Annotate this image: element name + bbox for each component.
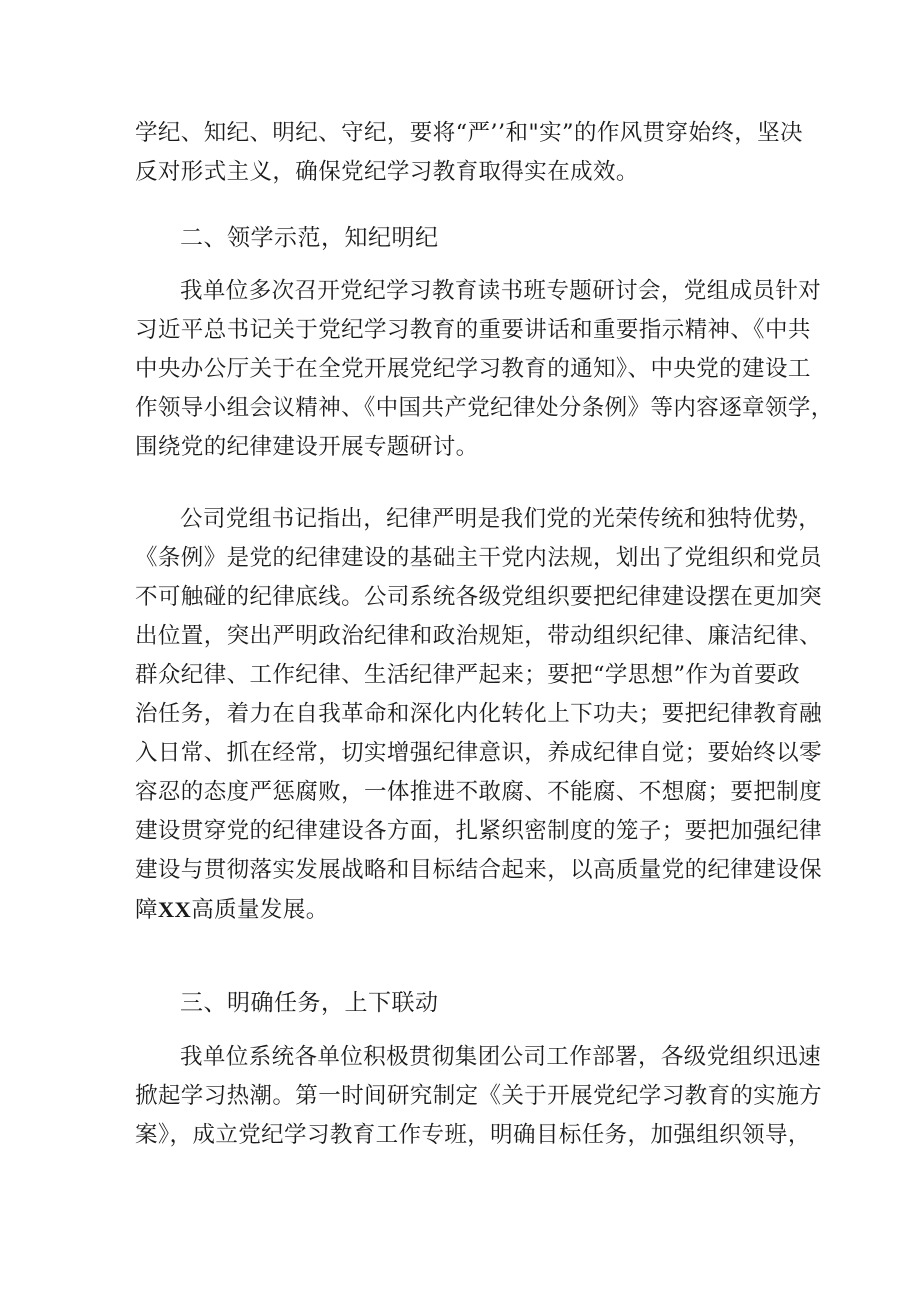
paragraph-line: 出位置，突出严明政治纪律和政治规矩，带动组织纪律、廉洁纪律、	[135, 623, 823, 649]
line-prefix: 障	[135, 897, 158, 923]
paragraph-line: 容忍的态度严惩腐败，一体推进不敢腐、不能腐、不想腐；要把制度	[135, 779, 823, 805]
section-heading-3: 三、明确任务，上下联动	[180, 990, 439, 1016]
paragraph-line: 群众纪律、工作纪律、生活纪律严起来；要把“学思想”作为首要政	[135, 662, 801, 688]
paragraph-line: 我单位系统各单位积极贯彻集团公司工作部署，各级党组织迅速	[180, 1044, 822, 1070]
section2-paragraph-2	[135, 500, 823, 929]
paragraph-line: 作领导小组会议精神、《中国共产党纪律处分条例》等内容逐章领学，	[135, 395, 834, 421]
paragraph-line: 公司党组书记指出，纪律严明是我们党的光荣传统和独特优势，	[180, 506, 822, 532]
placeholder-xx: XX	[157, 897, 192, 922]
paragraph-line: 围绕党的纪律建设开展专题研讨。	[135, 434, 479, 460]
intro-paragraph	[135, 114, 803, 192]
paragraph-line-last	[135, 890, 795, 929]
paragraph-line: 反对形式主义，确保党纪学习教育取得实在成效。	[135, 159, 639, 185]
paragraph-line: 学纪、知纪、明纪、守纪，要将“严’’和"实”的作风贯穿始终，坚决	[135, 120, 803, 146]
section3-paragraph-1	[135, 1038, 823, 1155]
section2-paragraph-1	[135, 272, 834, 467]
paragraph-line: 掀起学习热潮。第一时间研究制定《关于开展党纪学习教育的实施方	[135, 1083, 823, 1109]
paragraph-line: 习近平总书记关于党纪学习教育的重要讲话和重要指示精神、《中共	[135, 317, 811, 343]
paragraph-line: 建设与贯彻落实发展战略和目标结合起来，以高质量党的纪律建设保	[135, 857, 823, 883]
paragraph-line: 案》，成立党纪学习教育工作专班，明确目标任务，加强组织领导，	[135, 1122, 811, 1148]
paragraph-line: 《条例》是党的纪律建设的基础主干党内法规，划出了党组织和党员	[135, 545, 823, 571]
paragraph-line: 入日常、抓在经常，切实增强纪律意识，养成纪律自觉；要始终以零	[135, 740, 823, 766]
paragraph-line: 中央办公厅关于在全党开展党纪学习教育的通知》、中央党的建设工	[135, 356, 811, 382]
paragraph-line: 治任务，着力在自我革命和深化内化转化上下功夫；要把纪律教育融	[135, 701, 823, 727]
paragraph-line: 我单位多次召开党纪学习教育读书班专题研讨会，党组成员针对	[180, 278, 822, 304]
paragraph-line: 建设贯穿党的纪律建设各方面，扎紧织密制度的笼子；要把加强纪律	[135, 818, 823, 844]
section-heading-2: 二、领学示范，知纪明纪	[180, 225, 439, 251]
line-suffix: 高质量发展。	[191, 897, 329, 923]
paragraph-line: 不可触碰的纪律底线。公司系统各级党组织要把纪律建设摆在更加突	[135, 584, 823, 610]
